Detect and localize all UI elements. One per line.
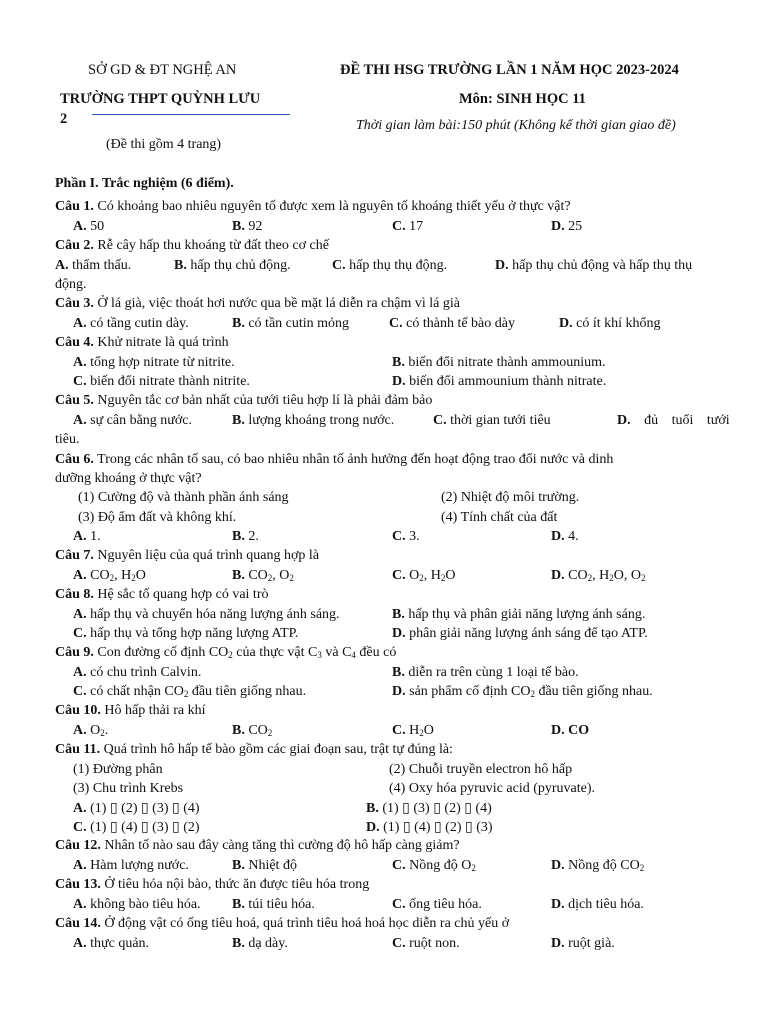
q2-option-d-cont: động. [55, 277, 87, 292]
page-count-note: (Đề thi gồm 4 trang) [106, 137, 222, 152]
q5-option-b: B. lượng khoáng trong nước. [232, 413, 395, 428]
q5-option-c: C. thời gian tưới tiêu [433, 413, 551, 428]
q9-option-c: C. có chất nhận $CO_2$ đầu tiên giống nhau. [73, 684, 307, 699]
q14-option-a: A. thực quản. [73, 936, 150, 951]
q5-option-d-cont: tiêu. [55, 432, 80, 447]
q9-option-d: D. sản phẩm cố định $CO_2$ đầu tiên giống nhau. [392, 684, 653, 699]
q4-option-c: C. biến đổi nitrate thành nitrite. [73, 374, 250, 389]
question-3: Câu 3. Ở lá già, việc thoát hơi nước qua bề mặt lá diễn ra chậm vì lá già [55, 296, 460, 311]
time-note: Thời gian làm bài:150 phút (Không kể thời gian giao đề) [356, 118, 676, 133]
question-6: Câu 6. Trong các nhân tố sau, có bao nhiêu nhân tố ảnh hưởng đến hoạt động trao đổi nước và dinh [55, 452, 614, 467]
q9-option-b: B. diễn ra trên cùng 1 loại tế bào. [392, 665, 579, 680]
question-13: Câu 13. Ở tiêu hóa nội bào, thức ăn được tiêu hóa trong [55, 877, 370, 892]
q7-option-a: A. $CO_2$, $H_2O$ [73, 568, 146, 583]
q5-option-a: A. sự cân bằng nước. [73, 413, 193, 428]
question-2: Câu 2. Rễ cây hấp thu khoáng từ đất theo cơ chế [55, 238, 329, 253]
q11-option-a: A. (1) ▯ (2) ▯ (3) ▯ (4) [73, 801, 200, 816]
q2-option-c: C. hấp thụ thụ động. [332, 258, 448, 273]
q6-factor-1: (1) Cường độ và thành phần ánh sáng [78, 490, 289, 505]
q1-option-b: B. 92 [232, 219, 263, 234]
q4-option-d: D. biến đổi ammounium thành nitrate. [392, 374, 607, 389]
school-name: TRƯỜNG THPT QUỲNH LƯU [60, 91, 261, 107]
department: SỞ GD & ĐT NGHỆ AN [88, 62, 237, 78]
q3-option-b: B. có tần cutin mỏng [232, 316, 350, 331]
q2-option-b: B. hấp thụ chủ động. [174, 258, 291, 273]
q4-option-a: A. tổng hợp nitrate từ nitrite. [73, 355, 235, 370]
q7-option-c: C. $O_2$, $H_2O$ [392, 568, 456, 583]
question-5: Câu 5. Nguyên tắc cơ bản nhất của tưới tiêu hợp lí là phải đảm bảo [55, 393, 433, 408]
exam-title: ĐỀ THI HSG TRƯỜNG LẦN 1 NĂM HỌC 2023-2024 [340, 62, 679, 78]
q11-option-c: C. (1) ▯ (4) ▯ (3) ▯ (2) [73, 820, 200, 835]
q11-option-d: D. (1) ▯ (4) ▯ (2) ▯ (3) [366, 820, 493, 835]
question-14: Câu 14. Ở động vật có ống tiêu hoá, quá trình tiêu hoá hoá học diễn ra chủ yếu ở [55, 916, 510, 931]
q6-factor-3: (3) Độ ẩm đất và không khí. [78, 510, 237, 525]
question-7: Câu 7. Nguyên liệu của quá trình quang hợp là [55, 548, 320, 563]
question-9: Câu 9. Con đường cố định $CO_2$ của thực vật $C_3$ và $C_4$ đều có [55, 645, 397, 660]
q10-option-a: A. $O_2$. [73, 723, 109, 738]
q12-option-c: C. Nồng độ $O_2$ [392, 858, 476, 873]
q6-factor-2: (2) Nhiệt độ môi trường. [441, 490, 580, 505]
q4-option-b: B. biến đổi nitrate thành ammounium. [392, 355, 606, 370]
header-underline [92, 114, 290, 115]
question-8: Câu 8. Hệ sắc tố quang hợp có vai trò [55, 587, 269, 602]
q1-option-a: A. 50 [73, 219, 105, 234]
q7-option-d: D. $CO_2$, $H_2O$, $O_2$ [551, 568, 646, 583]
question-6-cont: dưỡng khoáng ở thực vật? [55, 471, 202, 486]
q1-option-c: C. 17 [392, 219, 424, 234]
q1-option-d: D. 25 [551, 219, 583, 234]
q13-option-b: B. túi tiêu hóa. [232, 897, 315, 912]
question-1: Câu 1. Có khoảng bao nhiêu nguyên tố được xem là nguyên tố khoáng thiết yếu ở thực vật? [55, 199, 571, 214]
q2-option-a: A. thẩm thấu. [55, 258, 132, 273]
question-4: Câu 4. Khử nitrate là quá trình [55, 335, 229, 350]
question-12: Câu 12. Nhân tố nào sau đây càng tăng thì cường độ hô hấp càng giảm? [55, 838, 460, 853]
q14-option-b: B. dạ dày. [232, 936, 288, 951]
q8-option-b: B. hấp thụ và phân giải năng lượng ánh sáng. [392, 607, 646, 622]
q8-option-d: D. phân giải năng lượng ánh sáng để tạo ATP. [392, 626, 648, 641]
q6-factor-4: (4) Tính chất của đất [441, 510, 558, 525]
q12-option-a: A. Hàm lượng nước. [73, 858, 189, 873]
q3-option-d: D. có ít khí khổng [559, 316, 661, 331]
q2-option-d: D. hấp thụ chủ động và hấp thụ thụ [495, 258, 693, 273]
q10-option-b: B. $CO_2$ [232, 723, 273, 738]
q13-option-d: D. dịch tiêu hóa. [551, 897, 644, 912]
q11-stage-3: (3) Chu trình Krebs [73, 781, 184, 796]
q11-stage-4: (4) Oxy hóa pyruvic acid (pyruvate). [389, 781, 596, 796]
q7-option-b: B. $CO_2$, $O_2$ [232, 568, 294, 583]
q10-option-d: D. CO [551, 723, 590, 738]
q8-option-a: A. hấp thụ và chuyển hóa năng lượng ánh sáng. [73, 607, 340, 622]
q5-option-d: D. đủ tuổi tưới [617, 413, 730, 428]
q13-option-a: A. không bào tiêu hóa. [73, 897, 201, 912]
q8-option-c: C. hấp thụ và tổng hợp năng lượng ATP. [73, 626, 299, 641]
question-10: Câu 10. Hô hấp thải ra khí [55, 703, 206, 718]
q6-option-c: C. 3. [392, 529, 420, 544]
q12-option-b: B. Nhiệt độ [232, 858, 297, 873]
q12-option-d: D. Nồng độ $CO_2$ [551, 858, 645, 873]
q9-option-a: A. có chu trình Calvin. [73, 665, 202, 680]
q14-option-c: C. ruột non. [392, 936, 460, 951]
q13-option-c: C. ống tiêu hóa. [392, 897, 482, 912]
q11-option-b: B. (1) ▯ (3) ▯ (2) ▯ (4) [366, 801, 492, 816]
question-11: Câu 11. Quá trình hô hấp tế bào gồm các giai đoạn sau, trật tự đúng là: [55, 742, 453, 757]
q14-option-d: D. ruột già. [551, 936, 615, 951]
q10-option-c: C. $H_2O$ [392, 723, 434, 738]
q6-option-b: B. 2. [232, 529, 259, 544]
subject: Môn: SINH HỌC 11 [459, 91, 586, 107]
q3-option-a: A. có tầng cutin dày. [73, 316, 189, 331]
q6-option-a: A. 1. [73, 529, 101, 544]
q3-option-c: C. có thành tế bào dày [389, 316, 515, 331]
q11-stage-1: (1) Đường phân [73, 762, 163, 777]
section-title: Phần I. Trắc nghiệm (6 điểm). [55, 176, 234, 191]
school-number: 2 [60, 111, 68, 127]
q11-stage-2: (2) Chuỗi truyền electron hô hấp [389, 762, 573, 777]
q6-option-d: D. 4. [551, 529, 579, 544]
